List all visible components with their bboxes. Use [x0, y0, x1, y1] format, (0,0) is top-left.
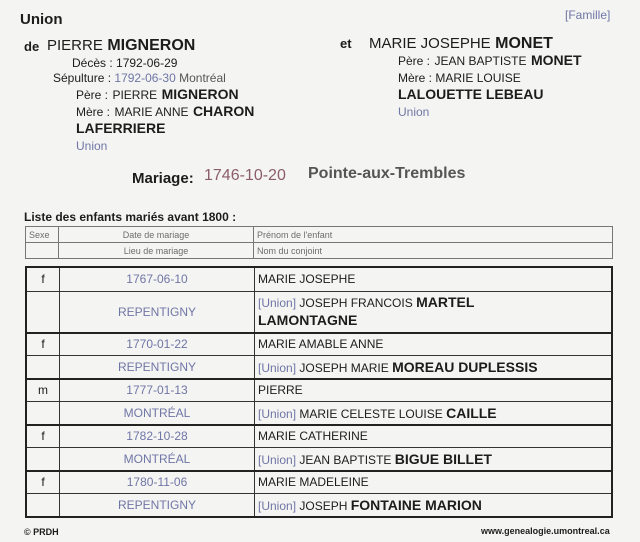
- table-row: [26, 267, 612, 291]
- header-conjoint: Nom du conjoint: [254, 243, 613, 259]
- child-marriage-date: 1770-01-22: [60, 333, 255, 355]
- table-row: [26, 401, 612, 425]
- spouse-last: MOREAU DUPLESSIS: [392, 358, 538, 375]
- husband-name: [47, 37, 195, 55]
- mariage-label: Mariage:: [132, 170, 194, 187]
- table-row: [26, 447, 612, 471]
- spouse-last: BIGUE BILLET: [394, 450, 492, 467]
- children-table-header: [25, 226, 613, 259]
- child-marriage-place: MONTRÉAL: [60, 447, 255, 471]
- table-row: [26, 425, 612, 447]
- header-sexe: Sexe: [26, 227, 59, 243]
- mother-last-cont: LAFERRIERE: [76, 120, 166, 136]
- wife-father-label: Père :: [398, 54, 431, 68]
- header-prenom: Prénom de l'enfant: [254, 227, 613, 243]
- famille-link[interactable]: [Famille]: [565, 8, 611, 22]
- union-link[interactable]: [Union]: [258, 452, 297, 467]
- child-sex: f: [26, 425, 60, 447]
- children-list-title: Liste des enfants mariés avant 1800 :: [24, 210, 237, 224]
- table-row: [26, 355, 612, 379]
- child-spouse: [255, 401, 613, 425]
- site-url[interactable]: www.genealogie.umontreal.ca: [481, 526, 610, 536]
- header-date: Date de mariage: [59, 227, 254, 243]
- child-name: MARIE JOSEPHE: [255, 267, 613, 291]
- table-row: [26, 493, 612, 517]
- spouse-first: JOSEPH MARIE: [299, 360, 389, 375]
- child-spouse: [255, 493, 613, 517]
- child-marriage-date: 1780-11-06: [60, 471, 255, 493]
- child-name: PIERRE: [255, 379, 613, 401]
- spouse-last: CAILLE: [446, 404, 497, 421]
- child-sex: m: [26, 379, 60, 401]
- child-name: MARIE AMABLE ANNE: [255, 333, 613, 355]
- wife-last-name: MONET: [495, 35, 553, 52]
- child-sex: f: [26, 333, 60, 355]
- husband-deces: [72, 56, 177, 70]
- mariage-date: 1746-10-20: [204, 167, 286, 184]
- header-empty: [26, 243, 59, 259]
- sepulture-place: Montréal: [179, 71, 226, 85]
- wife-father: [398, 52, 582, 70]
- child-marriage-place: REPENTIGNY: [60, 355, 255, 379]
- child-sex-empty: [26, 493, 60, 517]
- child-marriage-place: MONTRÉAL: [60, 401, 255, 425]
- husband-union-link[interactable]: Union: [76, 139, 108, 153]
- page-title: Union: [20, 11, 63, 28]
- sepulture-label: Sépulture :: [53, 71, 112, 85]
- child-sex: f: [26, 471, 60, 493]
- spouse-last-cont: LAMONTAGNE: [258, 311, 358, 328]
- child-marriage-place: REPENTIGNY: [60, 291, 255, 333]
- spouse-last: MARTEL: [416, 293, 475, 310]
- child-spouse: [255, 447, 613, 471]
- mother-label: Mère :: [76, 105, 111, 119]
- spouse-first: MARIE CELESTE LOUISE: [299, 406, 443, 421]
- father-last: MIGNERON: [161, 86, 239, 102]
- spouse-first: JOSEPH FRANCOIS: [299, 295, 413, 310]
- spouse-first: JEAN BAPTISTE: [299, 452, 392, 467]
- wife-mother-first: MARIE LOUISE: [435, 71, 521, 85]
- copyright: © PRDH: [24, 527, 59, 537]
- child-sex-empty: [26, 447, 60, 471]
- child-spouse: [255, 291, 613, 333]
- mariage-place: Pointe-aux-Trembles: [308, 165, 466, 182]
- child-name: MARIE CATHERINE: [255, 425, 613, 447]
- header-lieu: Lieu de mariage: [59, 243, 254, 259]
- wife-prefix: et: [340, 36, 352, 51]
- child-sex-empty: [26, 355, 60, 379]
- husband-father: [76, 86, 239, 104]
- union-link[interactable]: [Union]: [258, 406, 297, 421]
- wife-mother: [398, 71, 521, 85]
- mother-last: CHARON: [192, 103, 255, 119]
- child-sex-empty: [26, 291, 60, 333]
- spouse-first: JOSEPH: [299, 498, 348, 513]
- father-label: Père :: [76, 88, 109, 102]
- husband-first-name: PIERRE: [47, 37, 103, 54]
- husband-mother: [76, 103, 254, 121]
- child-marriage-date: 1782-10-28: [60, 425, 255, 447]
- wife-mother-label: Mère :: [398, 71, 433, 85]
- husband-prefix: de: [24, 39, 40, 54]
- wife-father-last: MONET: [530, 52, 582, 68]
- husband-last-name: MIGNERON: [107, 37, 196, 54]
- union-link[interactable]: [Union]: [258, 498, 297, 513]
- child-sex-empty: [26, 401, 60, 425]
- children-table: [25, 266, 613, 518]
- wife-father-first: JEAN BAPTISTE: [434, 54, 527, 68]
- child-spouse: [255, 355, 613, 379]
- mother-first: MARIE ANNE: [114, 105, 189, 119]
- wife-name: [369, 35, 553, 53]
- spouse-last: FONTAINE MARION: [350, 496, 482, 513]
- table-row: [26, 379, 612, 401]
- wife-first-name: MARIE JOSEPHE: [369, 35, 491, 52]
- wife-mother-last: LALOUETTE LEBEAU: [398, 86, 544, 102]
- table-row: [26, 471, 612, 493]
- child-sex: f: [26, 267, 60, 291]
- table-row: [26, 333, 612, 355]
- table-row: [26, 291, 612, 333]
- wife-union-link[interactable]: Union: [398, 105, 430, 119]
- deces-label: Décès :: [72, 56, 113, 70]
- child-name: MARIE MADELEINE: [255, 471, 613, 493]
- child-marriage-place: REPENTIGNY: [60, 493, 255, 517]
- husband-sepulture: [53, 71, 226, 85]
- sepulture-date: 1792-06-30: [114, 71, 176, 85]
- union-link[interactable]: [Union]: [258, 360, 297, 375]
- union-link[interactable]: [Union]: [258, 295, 297, 310]
- father-first: PIERRE: [112, 88, 158, 102]
- child-marriage-date: 1767-06-10: [60, 267, 255, 291]
- deces-date: 1792-06-29: [116, 56, 178, 70]
- child-marriage-date: 1777-01-13: [60, 379, 255, 401]
